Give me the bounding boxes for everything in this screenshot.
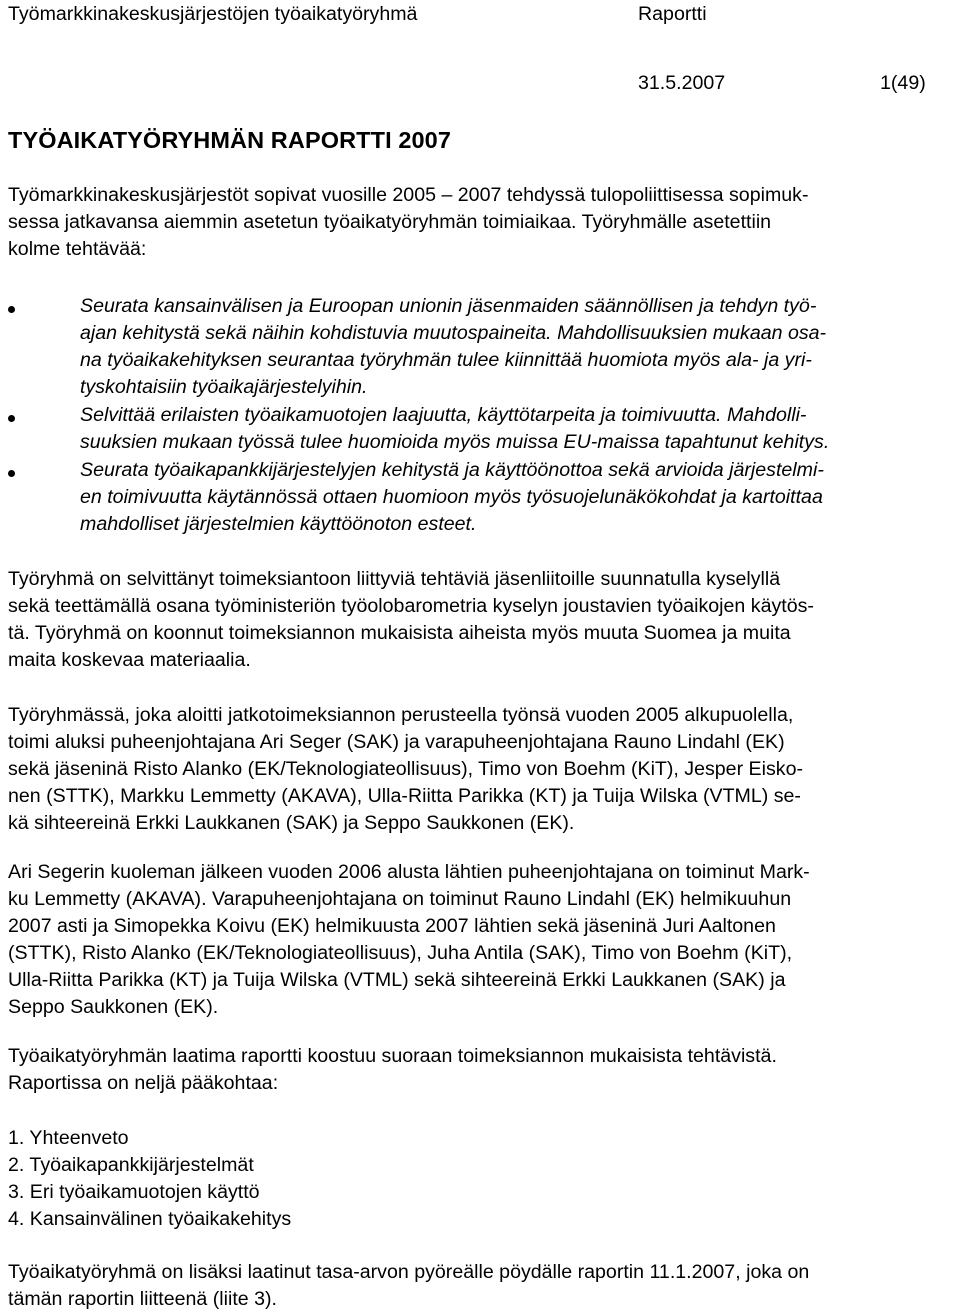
header-page-number: 1(49)	[880, 72, 926, 94]
page-title: TYÖAIKATYÖRYHMÄN RAPORTTI 2007	[8, 127, 452, 153]
header-date: 31.5.2007	[638, 72, 726, 94]
bullet-line: en toimivuutta käytännössä ottaen huomioon myös työsuojelunäkökohdat ja kartoittaa	[80, 486, 823, 508]
list-item: 1. Yhteenveto	[8, 1127, 129, 1149]
bullet-line: Selvittää erilaisten työaikamuotojen laajuutta, käyttötarpeita ja toimivuutta. Mahdolli-	[80, 404, 807, 426]
paragraph-line: Ulla-Riitta Parikka (KT) ja Tuija Wilska (VTML) sekä sihteereinä Erkki Laukkanen (SAK) ja	[8, 969, 786, 991]
paragraph-line: ku Lemmetty (AKAVA). Varapuheenjohtajana on toiminut Rauno Lindahl (EK) helmikuuhun	[8, 888, 792, 910]
bullet-line: Seurata kansainvälisen ja Euroopan unionin jäsenmaiden säännöllisen ja tehdyn työ-	[80, 295, 817, 317]
paragraph-line: sekä jäseninä Risto Alanko (EK/Teknologiateollisuus), Timo von Boehm (KiT), Jesper Eisko-	[8, 758, 803, 780]
header-org: Työmarkkinakeskusjärjestöjen työaikatyöryhmä	[8, 3, 418, 25]
intro-line: kolme tehtävää:	[8, 238, 147, 260]
paragraph-line: Ari Segerin kuoleman jälkeen vuoden 2006 alusta lähtien puheenjohtajana on toiminut Mark-	[8, 861, 810, 883]
paragraph-line: 2007 asti ja Simopekka Koivu (EK) helmikuusta 2007 lähtien sekä jäseninä Juri Aaltonen	[8, 915, 776, 937]
header-doc-type: Raportti	[638, 3, 707, 25]
paragraph-line: tämän raportin liitteenä (liite 3).	[8, 1288, 277, 1310]
bullet-line: tyskohtaisiin työaikajärjestelyihin.	[80, 376, 368, 398]
paragraph-line: toimi aluksi puheenjohtajana Ari Seger (SAK) ja varapuheenjohtajana Rauno Lindahl (EK)	[8, 731, 785, 753]
bullet-marker	[8, 470, 15, 477]
paragraph-line: nen (STTK), Markku Lemmetty (AKAVA), Ulla-Riitta Parikka (KT) ja Tuija Wilska (VTML) se-	[8, 785, 801, 807]
paragraph-line: Työaikatyöryhmä on lisäksi laatinut tasa-arvon pyöreälle pöydälle raportin 11.1.2007, joka on	[8, 1261, 810, 1283]
bullet-line: mahdolliset järjestelmien käyttöönoton esteet.	[80, 513, 477, 535]
intro-line: sessa jatkavansa aiemmin asetetun työaikatyöryhmän toimiaikaa. Työryhmälle asetettiin	[8, 211, 772, 233]
bullet-marker	[8, 415, 15, 422]
list-item: 4. Kansainvälinen työaikakehitys	[8, 1208, 292, 1230]
paragraph-line: Seppo Saukkonen (EK).	[8, 996, 219, 1018]
paragraph-line: kä sihteereinä Erkki Laukkanen (SAK) ja Seppo Saukkonen (EK).	[8, 812, 575, 834]
paragraph-line: Työaikatyöryhmän laatima raportti koostuu suoraan toimeksiannon mukaisista tehtävistä.	[8, 1045, 777, 1067]
bullet-line: Seurata työaikapankkijärjestelyjen kehitystä ja käyttöönottoa sekä arvioida järjestelmi-	[80, 459, 824, 481]
bullet-line: suuksien mukaan työssä tulee huomioida myös muissa EU-maissa tapahtunut kehitys.	[80, 431, 830, 453]
paragraph-line: Raportissa on neljä pääkohtaa:	[8, 1072, 279, 1094]
paragraph-line: Työryhmässä, joka aloitti jatkotoimeksiannon perusteella työnsä vuoden 2005 alkupuolella,	[8, 704, 794, 726]
paragraph-line: (STTK), Risto Alanko (EK/Teknologiateollisuus), Juha Antila (SAK), Timo von Boehm (KiT),	[8, 942, 793, 964]
bullet-marker	[8, 306, 15, 313]
paragraph-line: maita koskevaa materiaalia.	[8, 649, 251, 671]
list-item: 3. Eri työaikamuotojen käyttö	[8, 1181, 260, 1203]
intro-line: Työmarkkinakeskusjärjestöt sopivat vuosille 2005 – 2007 tehdyssä tulopoliittisessa sopimuk-	[8, 184, 809, 206]
bullet-line: na työaikakehityksen seurantaa työryhmän tulee kiinnittää huomiota myös ala- ja yri-	[80, 349, 812, 371]
paragraph-line: tä. Työryhmä on koonnut toimeksiannon mukaisista aiheista myös muuta Suomea ja muita	[8, 622, 791, 644]
list-item: 2. Työaikapankkijärjestelmät	[8, 1154, 254, 1176]
paragraph-line: Työryhmä on selvittänyt toimeksiantoon liittyviä tehtäviä jäsenliitoille suunnatulla kyselyllä	[8, 568, 781, 590]
paragraph-line: sekä teettämällä osana työministeriön työolobarometria kyselyn joustavien työaikojen käytös-	[8, 595, 814, 617]
bullet-line: ajan kehitystä sekä näihin kohdistuvia muutospaineita. Mahdollisuuksien mukaan osa-	[80, 322, 827, 344]
